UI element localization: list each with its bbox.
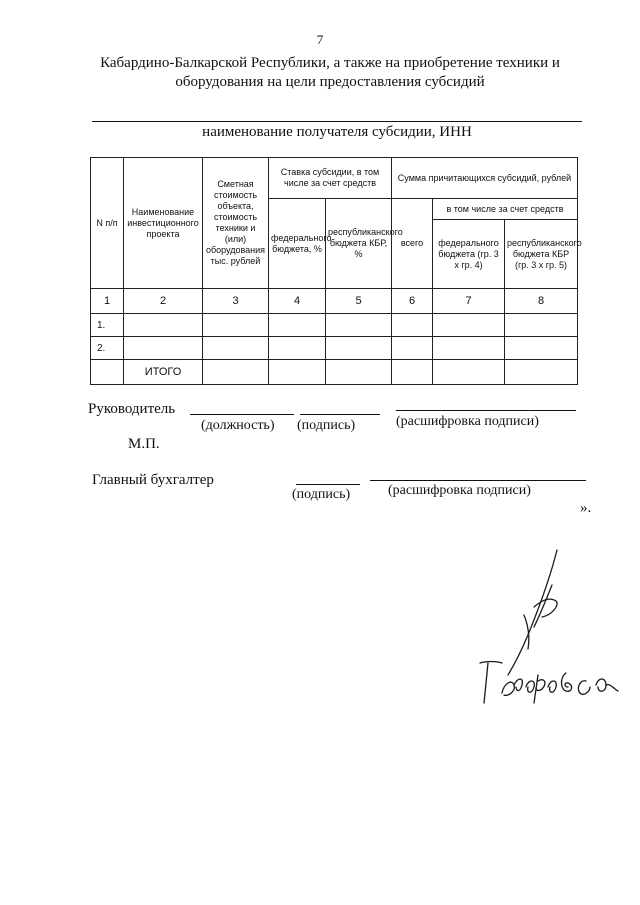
table-cell: [433, 337, 505, 360]
table-row: [91, 337, 578, 360]
column-number: 8: [505, 289, 578, 314]
column-number: 1: [91, 289, 124, 314]
table-cell: [91, 360, 124, 385]
position-line: [190, 414, 294, 415]
table-cell: [505, 360, 578, 385]
handwritten-signature: [472, 545, 632, 720]
total-row: [91, 360, 578, 385]
table-cell: [203, 337, 269, 360]
header-col-project: Наименование инвестиционного проекта: [124, 158, 203, 289]
column-number: 3: [203, 289, 269, 314]
header-sum-federal: федерального бюджета (гр. 3 x гр. 4): [433, 220, 505, 289]
header-sum-including: в том числе за счет средств: [433, 199, 578, 220]
table-cell: [392, 337, 433, 360]
accountant-signature-line: [296, 484, 360, 485]
subsidy-table: [90, 157, 582, 385]
table-cell: [505, 314, 578, 337]
table-cell: [269, 337, 326, 360]
table-cell: [433, 360, 505, 385]
table-cell: [124, 314, 203, 337]
recipient-blank-line: [92, 121, 582, 122]
seal-label: М.П.: [128, 436, 160, 452]
column-number: 7: [433, 289, 505, 314]
table-cell: [433, 314, 505, 337]
table-cell: [326, 360, 392, 385]
table-cell: [505, 337, 578, 360]
header-sum-total: всего: [392, 199, 433, 289]
decode-caption: (расшифровка подписи): [396, 414, 539, 429]
closing-mark: ».: [580, 500, 592, 516]
header-sum-republic: республиканского бюджета КБР (гр. 3 x гр. 5): [505, 220, 578, 289]
column-number: 5: [326, 289, 392, 314]
header-sum-group: Сумма причитающихся субсидий, рублей: [392, 158, 578, 199]
table-cell: [392, 360, 433, 385]
recipient-label: наименование получателя субсидии, ИНН: [202, 124, 472, 140]
header-line-2: оборудования на цели предоставления субсидий: [175, 74, 485, 90]
accountant-decode-line: [370, 480, 586, 481]
table-cell: [326, 314, 392, 337]
document-header: [70, 54, 590, 92]
head-label: Руководитель: [88, 401, 176, 417]
signature-line: [300, 414, 380, 415]
header-line-1: Кабардино-Балкарской Республики, а также на приобретение техники и: [100, 55, 560, 71]
column-number: 2: [124, 289, 203, 314]
header-rate-republic: республиканского бюджета КБР, %: [326, 199, 392, 289]
header-col-cost: Сметная стоимость объекта, стоимость техники и (или) оборудования тыс. рублей: [203, 158, 269, 289]
column-number-row: [91, 289, 578, 314]
accountant-label: Главный бухгалтер: [92, 472, 214, 488]
table-cell: [203, 360, 269, 385]
table-cell: [326, 337, 392, 360]
table-cell: [203, 314, 269, 337]
total-label: ИТОГО: [124, 360, 203, 385]
table-cell: [269, 314, 326, 337]
decode-line: [396, 410, 576, 411]
table-cell: [269, 360, 326, 385]
header-rate-group: Ставка субсидии, в том числе за счет средств: [269, 158, 392, 199]
table-cell: [392, 314, 433, 337]
column-number: 4: [269, 289, 326, 314]
accountant-decode-caption: (расшифровка подписи): [388, 483, 531, 498]
position-caption: (должность): [201, 418, 275, 433]
table-row: [91, 314, 578, 337]
page-number: 7: [316, 32, 324, 47]
row-number: 2.: [91, 337, 124, 360]
header-col-number: N п/п: [91, 158, 124, 289]
column-number: 6: [392, 289, 433, 314]
accountant-signature-caption: (подпись): [292, 487, 351, 502]
header-rate-federal: федерального бюджета, %: [269, 199, 326, 289]
table-cell: [124, 337, 203, 360]
row-number: 1.: [91, 314, 124, 337]
signature-caption: (подпись): [297, 418, 356, 433]
